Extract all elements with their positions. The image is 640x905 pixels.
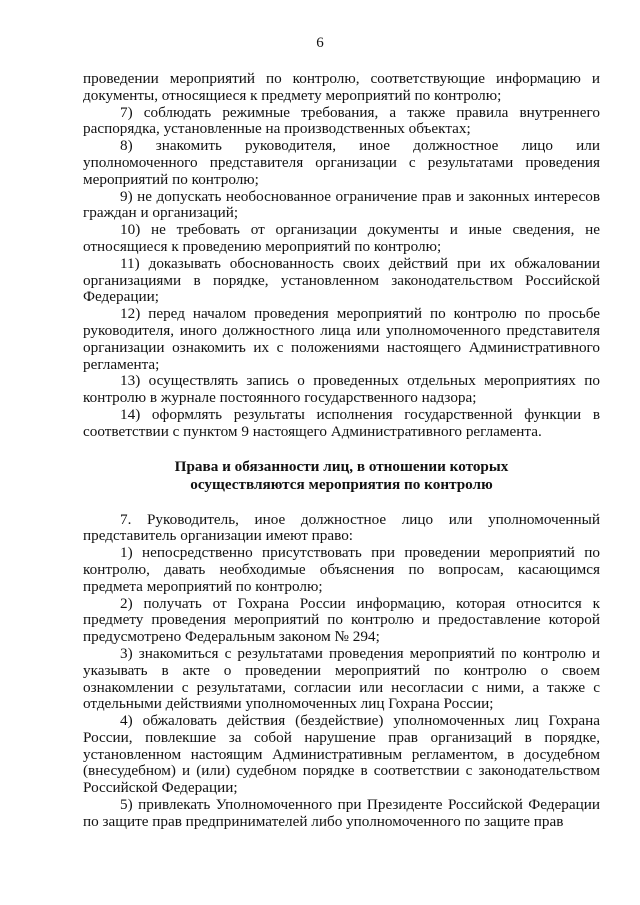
section-heading-line: осуществляются мероприятия по контролю [190, 475, 493, 493]
paragraph: 10) не требовать от организации документы и иные сведения, не относящиеся к проведению мероприятий по контролю; [83, 221, 600, 255]
paragraph: 12) перед началом проведения мероприятий по контролю по просьбе руководителя, иного должностного лица или уполномоченного представителя организации ознакомить их с положениями настоящего Административного регламента; [83, 305, 600, 373]
paragraph: 5) привлекать Уполномоченного при Президенте Российской Федерации по защите прав предпринимателей либо уполномоченного по защите прав [83, 796, 600, 830]
paragraph: 4) обжаловать действия (бездействие) уполномоченных лиц Гохрана России, повлекшие за собой нарушение прав организаций в порядке, установленном настоящим Административным регламентом, в досудебном (внесудебном) и (или) судебном порядке в соответствии с законодательством Российской Федерации; [83, 712, 600, 797]
paragraph: 1) непосредственно присутствовать при проведении мероприятий по контролю, давать необходимые объяснения по вопросам, касающимся предмета мероприятий по контролю; [83, 544, 600, 595]
paragraph: 7. Руководитель, иное должностное лицо или уполномоченный представитель организации имеют право: [83, 510, 600, 545]
document-body [83, 71, 600, 831]
paragraph: 2) получать от Гохрана России информацию, которая относится к предмету проведения мероприятий по контролю и предоставление которой предусмотрено Федеральным законом № 294; [83, 594, 600, 646]
paragraph: проведении мероприятий по контролю, соответствующие информацию и документы, относящиеся к предмету мероприятий по контролю; [83, 70, 600, 104]
section-heading-line: Права и обязанности лиц, в отношении которых [174, 457, 509, 475]
section-heading [83, 458, 600, 494]
paragraph: 9) не допускать необоснованное ограничение прав и законных интересов граждан и организаций; [83, 187, 600, 222]
paragraph: 8) знакомить руководителя, иное должностное лицо или уполномоченного представителя организации с результатами проведения мероприятий по контролю; [83, 137, 600, 188]
paragraph: 14) оформлять результаты исполнения государственной функции в соответствии с пунктом 9 настоящего Административного регламента. [83, 405, 600, 440]
paragraph: 3) знакомиться с результатами проведения мероприятий по контролю и указывать в акте о проведении мероприятий по контролю о своем ознакомлении с результатами, согласии или несогласии с ними, а также с отдельными действиями уполномоченных лиц Гохрана России; [83, 644, 600, 713]
page-number: 6 [316, 35, 324, 51]
paragraph: 13) осуществлять запись о проведенных отдельных мероприятиях по контролю в журнале постоянного государственного надзора; [83, 372, 600, 407]
paragraph: 11) доказывать обоснованность своих действий при их обжаловании организациями в порядке, установленном законодательством Российской Федерации; [83, 254, 600, 306]
paragraph: 7) соблюдать режимные требования, а также правила внутреннего распорядка, установленные на производственных объектах; [83, 103, 600, 138]
